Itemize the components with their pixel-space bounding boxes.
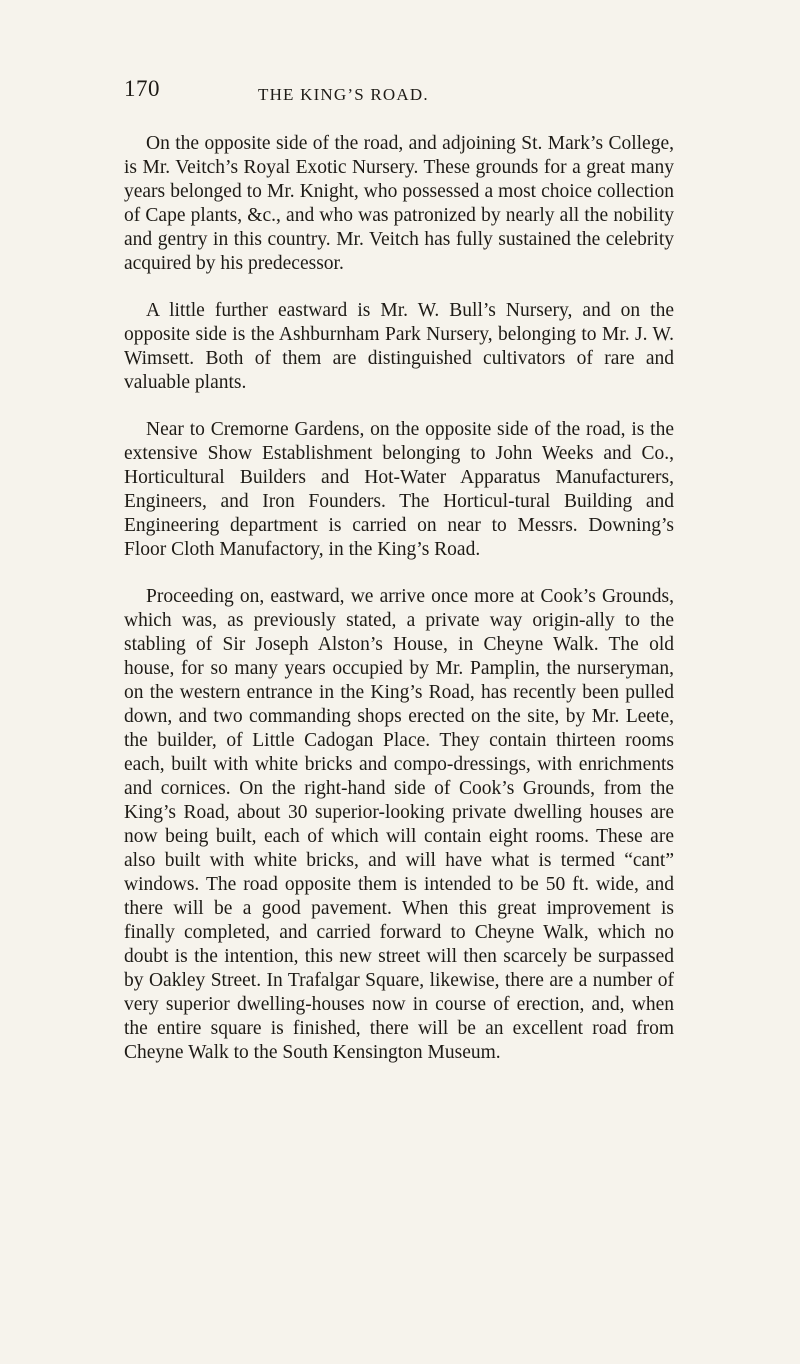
paragraph-veitch-nursery: On the opposite side of the road, and adjoining St. Mark’s College, is Mr. Veitch’s Royal Exotic Nursery. These grounds for a great many years belonged to Mr. Knight, who possessed a most choice collection of Cape plants, &c., and who was patronized by nearly all the nobility and gentry in this country. Mr. Veitch has fully sustained the celebrity acquired by his predecessor. xyxy=(124,133,674,274)
paragraph-cremorne-gardens: Near to Cremorne Gardens, on the opposite side of the road, is the extensive Show Establishment belonging to John Weeks and Co., Horticultural Builders and Hot-Water Apparatus Manufacturers, Engineers, and Iron Founders. The Horticul-tural Building and Engineering department is carried on near to Messrs. Downing’s Floor Cloth Manufactory, in the King’s Road. xyxy=(124,419,674,560)
running-head: THE KING’S ROAD. xyxy=(258,85,429,104)
body-text xyxy=(124,132,674,1065)
page-number: 170 xyxy=(124,76,160,101)
paragraph-bull-nursery: A little further eastward is Mr. W. Bull’s Nursery, and on the opposite side is the Ashburnham Park Nursery, belonging to Mr. J. W. Wimsett. Both of them are distinguished cultivators of rare and valuable plants. xyxy=(124,300,674,393)
paragraph-cooks-grounds: Proceeding on, eastward, we arrive once more at Cook’s Grounds, which was, as previously stated, a private way origin-ally to the stabling of Sir Joseph Alston’s House, in Cheyne Walk. The old house, for so many years occupied by Mr. Pamplin, the nurseryman, on the western entrance in the King’s Road, has recently been pulled down, and two commanding shops erected on the site, by Mr. Leete, the builder, of Little Cadogan Place. They contain thirteen rooms each, built with white bricks and compo-dressings, with enrichments and cornices. On the right-hand side of Cook’s Grounds, from the King’s Road, about 30 superior-looking private dwelling houses are now being built, each of which will contain eight rooms. These are also built with white bricks, and will have what is termed “cant” windows. The road opposite them is intended to be 50 ft. wide, and there will be a good pavement. When this great improvement is finally completed, and carried forward to Cheyne Walk, which no doubt is the intention, this new street will then scarcely be surpassed by Oakley Street. In Trafalgar Square, likewise, there are a number of very superior dwelling-houses now in course of erection, and, when the entire square is finished, there will be an excellent road from Cheyne Walk to the South Kensington Museum. xyxy=(124,586,674,1063)
